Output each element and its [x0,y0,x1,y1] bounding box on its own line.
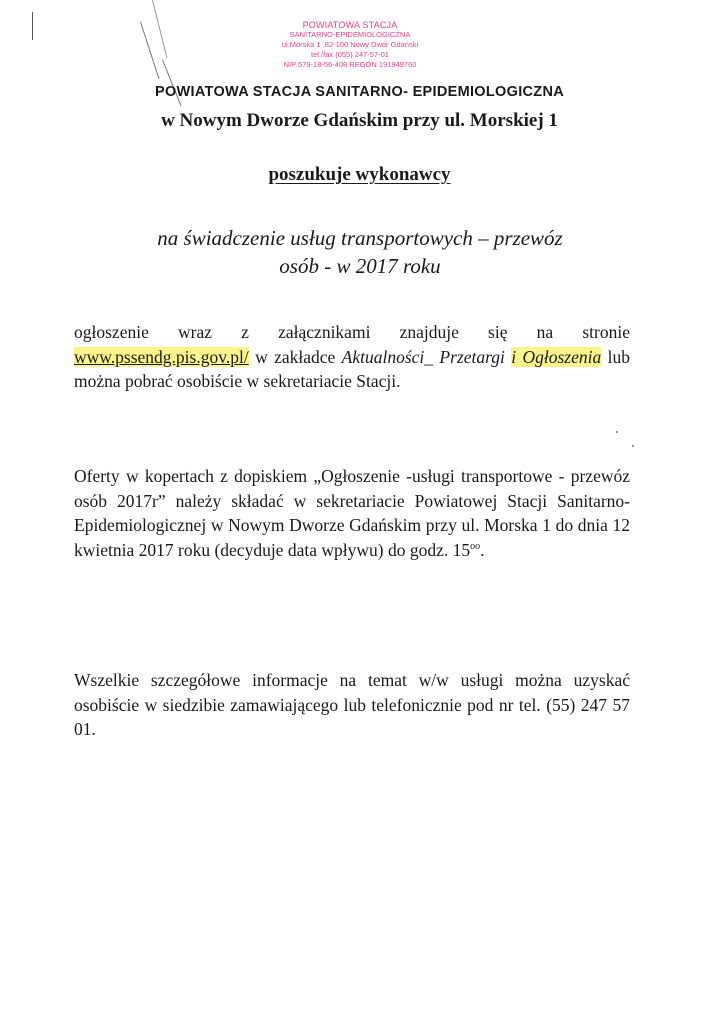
stamp-line: NIP 579-18-56-408 REGON 191949760 [283,60,417,69]
paragraph-offer-submission [74,464,630,562]
website-link[interactable]: www.pssendg.pis.gov.pl/ [74,346,249,367]
institution-stamp [250,20,450,70]
scan-speck [616,431,618,433]
stamp-line: ul.Morska 1 ,82-100 Nowy Dwór Gdański [281,40,419,49]
stamp-line: tel./fax (055) 247-57-01 [311,50,389,59]
paragraph-text: Wszelkie szczegółowe informacje na temat w/w usługi można uzyskać osobiście w siedzibie zamawiającego lub telefonicznie pod nr tel. (55) 247 57 01. [74,670,630,739]
paragraph-text: w zakładce [248,346,342,367]
scan-edge-mark [32,12,33,40]
organization-name: POWIATOWA STACJA SANITARNO- EPIDEMIOLOGICZNA [155,84,564,100]
announcement-subject [60,224,660,280]
paragraph-contact-info [74,668,630,742]
paragraph-text: . [480,539,485,560]
subject-line: osób - w 2017 roku [279,254,441,278]
stamp-line: SANITARNO-EPIDEMIOLOGICZNA [289,30,411,39]
subject-line: na świadczenie usług transportowych – przewóz [157,226,563,250]
scan-speck [632,445,634,447]
organization-address: w Nowym Dworze Gdańskim przy ul. Morskiej 1 [161,110,558,131]
pen-stroke [152,0,167,58]
announcement-heading: poszukuje wykonawcy [268,164,451,185]
paragraph-text: Oferty w kopertach z dopiskiem „Ogłoszenie -usługi transportowe - przewóz osób 2017r” należy składać w sekretariacie Powiatowej Stacji Sanitarno-Epidemiologicznej w Nowym Dworze Gdańskim przy ul. Morska 1 do dnia 12 kwietnia 2017 roku (decyduje data wpływu) do godz. 15 [74,466,630,560]
paragraph-text: ogłoszenie wraz z załącznikami znajduje się na stronie [74,322,630,342]
website-tab-name: Aktualności_ Przetargi [341,346,505,367]
website-tab-name: i Ogłoszenia [511,346,602,367]
paragraph-text: lub można pobrać osobiście w sekretariacie Stacji. [74,346,630,391]
stamp-line: POWIATOWA STACJA [302,20,398,30]
hour-minutes-superscript: oo [470,540,481,552]
paragraph-announcement-location [74,320,630,394]
pen-stroke [140,22,159,79]
